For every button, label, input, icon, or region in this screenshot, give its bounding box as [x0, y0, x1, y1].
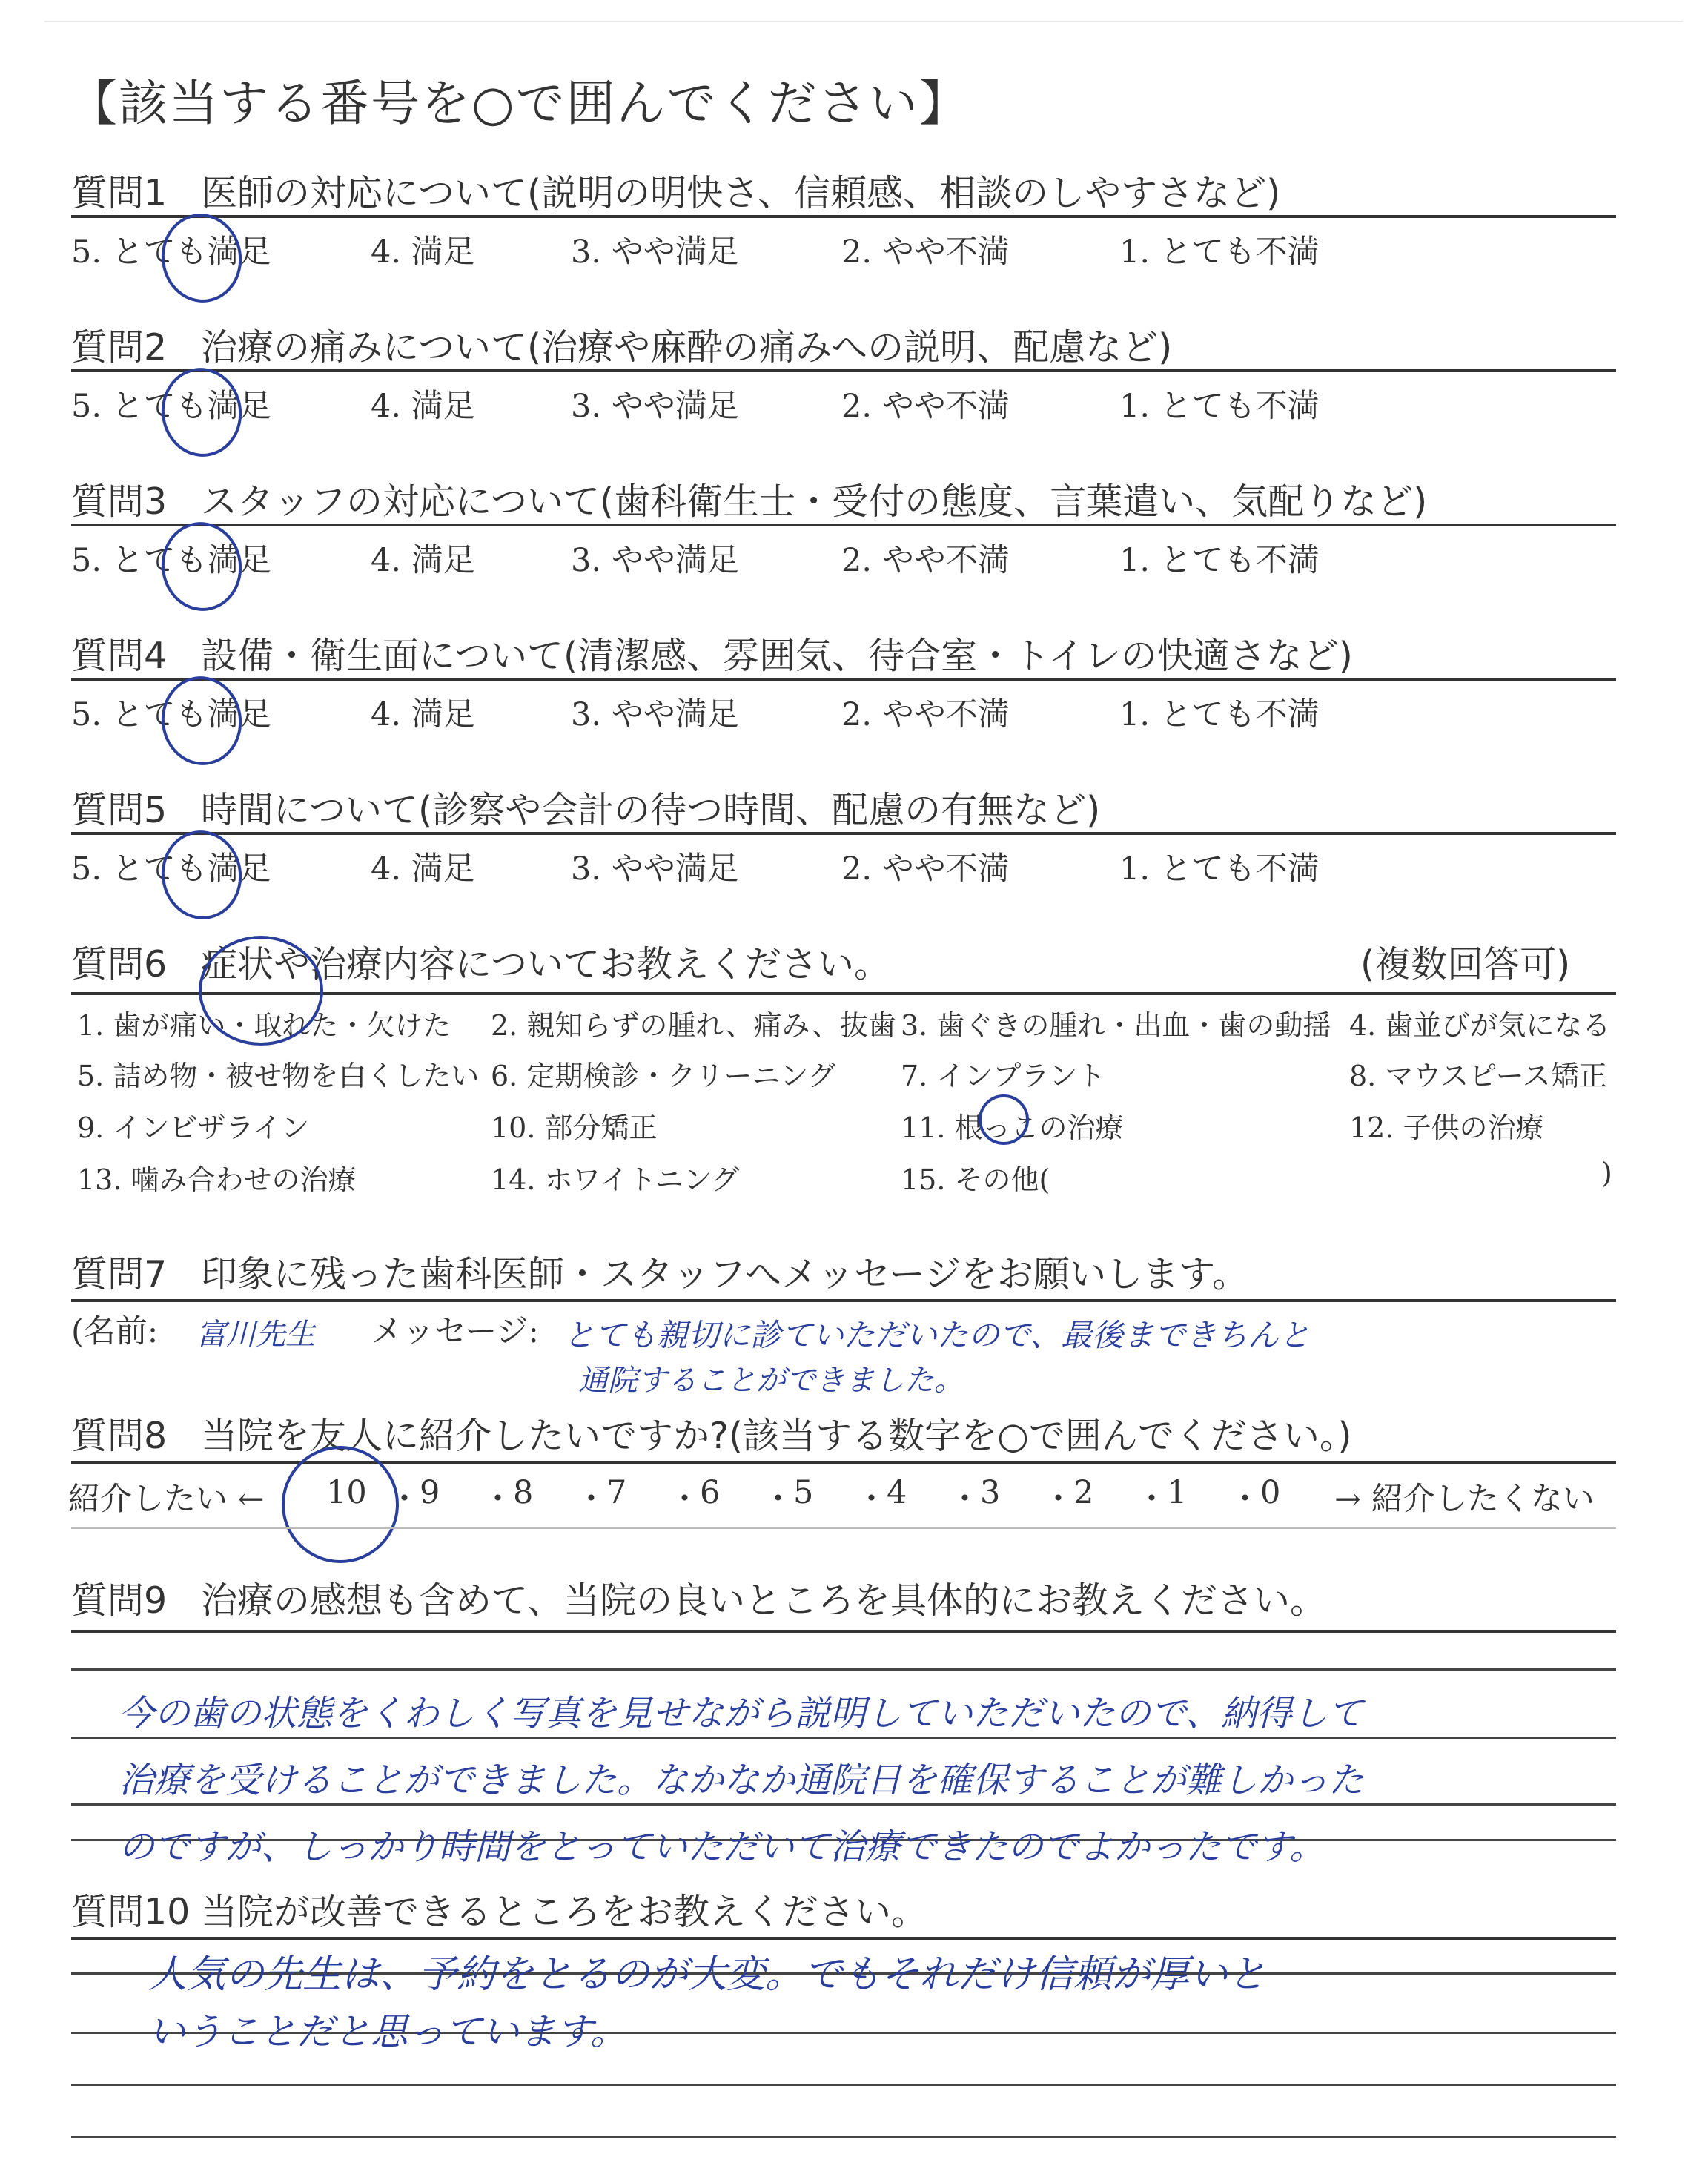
q7-rule — [71, 1299, 1616, 1302]
q2-option-1[interactable]: 1. とても不満 — [1119, 388, 1320, 425]
q5-option-4[interactable]: 4. 満足 — [371, 851, 475, 888]
q1-rule — [71, 215, 1616, 218]
q6-option-1[interactable]: 1. 歯が痛い・取れた・欠けた — [77, 1009, 451, 1042]
q1-option-3[interactable]: 3. やや満足 — [571, 234, 739, 271]
q6-option-14[interactable]: 14. ホワイトニング — [491, 1163, 740, 1196]
q8-separator: ・ — [669, 1481, 701, 1518]
q3-option-1[interactable]: 1. とても不満 — [1119, 542, 1320, 579]
q1-selection-circle — [156, 208, 248, 308]
q8-scale-5[interactable]: 5 — [793, 1474, 814, 1511]
q6-number: 質問6 — [71, 943, 168, 985]
q6-option-15[interactable]: 15. その他( — [901, 1163, 1050, 1196]
q9-answer-line3: のですが、しっかり時間をとっていただいて治療できたのでよかったです。 — [119, 1826, 1325, 1868]
q6-other-close-paren: ) — [1601, 1157, 1612, 1189]
q8-scale-8[interactable]: 8 — [513, 1474, 534, 1511]
q1-heading — [71, 165, 1280, 217]
q6-option-12[interactable]: 12. 子供の治療 — [1349, 1112, 1544, 1144]
q2-rule — [71, 369, 1616, 372]
q2-selection-circle — [156, 363, 248, 462]
q8-scale-1[interactable]: 1 — [1167, 1474, 1188, 1511]
q4-option-3[interactable]: 3. やや満足 — [571, 696, 739, 733]
q9-line — [71, 1803, 1616, 1806]
q6-heading — [71, 936, 890, 988]
q10-answer-line1: 人気の先生は、予約をとるのが大変。でもそれだけ信頼が厚いと — [148, 1952, 1267, 1997]
q8-separator: ・ — [1042, 1481, 1074, 1518]
q6-option-13[interactable]: 13. 噛み合わせの治療 — [77, 1163, 357, 1196]
q6-option-6[interactable]: 6. 定期検診・クリーニング — [491, 1060, 836, 1092]
q8-scale-6[interactable]: 6 — [700, 1474, 721, 1511]
q5-option-3[interactable]: 3. やや満足 — [571, 851, 739, 888]
q10-text: 当院が改善できるところをお教えください。 — [201, 1891, 928, 1933]
q8-separator: ・ — [388, 1481, 420, 1518]
q8-separator: ・ — [762, 1481, 794, 1518]
q3-option-4[interactable]: 4. 満足 — [371, 542, 475, 579]
q1-text: 医師の対応について(説明の明快さ、信頼感、相談のしやすさなど) — [201, 172, 1281, 214]
q5-rule — [71, 832, 1616, 835]
q10-heading — [71, 1883, 927, 1935]
q1-option-1[interactable]: 1. とても不満 — [1119, 234, 1320, 271]
q8-separator: ・ — [1229, 1481, 1261, 1518]
q2-text: 治療の痛みについて(治療や麻酔の痛みへの説明、配慮など) — [201, 326, 1173, 369]
q10-answer-line2: いうことだと思っています。 — [148, 2010, 627, 2053]
q5-option-1[interactable]: 1. とても不満 — [1119, 851, 1320, 888]
q8-scale-2[interactable]: 2 — [1073, 1474, 1094, 1511]
q6-option-3[interactable]: 3. 歯ぐきの腫れ・出血・歯の動揺 — [901, 1009, 1331, 1042]
q10-line — [71, 2136, 1616, 2138]
q4-heading — [71, 627, 1353, 679]
q8-right-label: → 紹介したくない — [1334, 1481, 1595, 1518]
q3-rule — [71, 524, 1616, 526]
q2-option-3[interactable]: 3. やや満足 — [571, 388, 739, 425]
q4-text: 設備・衛生面について(清潔感、雰囲気、待合室・トイレの快適さなど) — [201, 635, 1353, 677]
q10-line — [71, 2084, 1616, 2086]
q9-text: 治療の感想も含めて、当院の良いところを具体的にお教えください。 — [201, 1579, 1327, 1622]
q7-text: 印象に残った歯科医師・スタッフへメッセージをお願いします。 — [201, 1253, 1249, 1295]
q5-selection-circle — [156, 825, 248, 925]
q7-name-value: 富川先生 — [196, 1318, 315, 1352]
q3-option-2[interactable]: 2. やや不満 — [841, 542, 1010, 579]
q4-option-4[interactable]: 4. 満足 — [371, 696, 475, 733]
q6-option-8[interactable]: 8. マウスピース矯正 — [1349, 1060, 1607, 1092]
q6-option-11[interactable]: 11. 根っこの治療 — [901, 1112, 1124, 1144]
q9-line — [71, 1737, 1616, 1739]
q2-option-4[interactable]: 4. 満足 — [371, 388, 475, 425]
q8-scale-7[interactable]: 7 — [606, 1474, 627, 1511]
q1-option-4[interactable]: 4. 満足 — [371, 234, 475, 271]
q6-option-10[interactable]: 10. 部分矯正 — [491, 1112, 658, 1144]
q8-separator: ・ — [855, 1481, 887, 1518]
q5-number: 質問5 — [71, 789, 168, 831]
q9-line — [71, 1668, 1616, 1671]
q6-option-7[interactable]: 7. インプラント — [901, 1060, 1106, 1092]
q4-selection-circle — [156, 671, 248, 770]
q3-option-5[interactable]: 5. とても満足 — [71, 542, 271, 579]
q4-option-5[interactable]: 5. とても満足 — [71, 696, 271, 733]
q4-option-1[interactable]: 1. とても不満 — [1119, 696, 1320, 733]
q7-message-label: メッセージ: — [371, 1313, 539, 1350]
q3-text: スタッフの対応について(歯科衛生士・受付の態度、言葉遣い、気配りなど) — [201, 480, 1428, 523]
q1-option-5[interactable]: 5. とても満足 — [71, 234, 271, 271]
q2-option-5[interactable]: 5. とても満足 — [71, 388, 271, 425]
q3-heading — [71, 473, 1427, 525]
q8-separator: ・ — [1136, 1481, 1168, 1518]
q6-option-5[interactable]: 5. 詰め物・被せ物を白くしたい — [77, 1060, 480, 1092]
q1-option-2[interactable]: 2. やや不満 — [841, 234, 1010, 271]
q8-separator: ・ — [482, 1481, 514, 1518]
q8-text: 当院を友人に紹介したいですか?(該当する数字を○で囲んでください。) — [201, 1415, 1352, 1457]
q7-message-line2: 通院することができました。 — [578, 1364, 964, 1398]
q8-separator: ・ — [949, 1481, 981, 1518]
q5-text: 時間について(診察や会計の待つ時間、配慮の有無など) — [201, 789, 1101, 831]
scan-edge — [44, 21, 1683, 22]
q10-number: 質問10 — [71, 1891, 191, 1933]
q8-separator: ・ — [575, 1481, 607, 1518]
q6-option-9[interactable]: 9. インビザライン — [77, 1112, 310, 1144]
q8-scale-10[interactable]: 10 — [326, 1474, 367, 1511]
q3-number: 質問3 — [71, 480, 168, 523]
q6-option-2[interactable]: 2. 親知らずの腫れ、痛み、抜歯 — [491, 1009, 896, 1042]
q6-option-4[interactable]: 4. 歯並びが気になる — [1349, 1009, 1611, 1042]
page-title: 【該当する番号を○で囲んでください】 — [68, 75, 970, 132]
q8-left-label: 紹介したい ← — [68, 1481, 265, 1518]
q8-scale-3[interactable]: 3 — [980, 1474, 1001, 1511]
q6-selection-circle-1 — [199, 936, 323, 1046]
q4-number: 質問4 — [71, 635, 168, 677]
q7-message-line1: とても親切に診ていただいたので、最後まできちんと — [563, 1317, 1311, 1353]
q9-answer-line1: 今の歯の状態をくわしく写真を見せながら説明していただいたので、納得して — [119, 1693, 1364, 1734]
q7-number: 質問7 — [71, 1253, 168, 1295]
q6-multi-note: (複数回答可) — [1360, 943, 1571, 985]
q3-selection-circle — [156, 517, 248, 616]
q8-number: 質問8 — [71, 1415, 168, 1457]
q2-number: 質問2 — [71, 326, 168, 369]
q5-heading — [71, 782, 1100, 833]
q4-option-2[interactable]: 2. やや不満 — [841, 696, 1010, 733]
q9-rule — [71, 1630, 1616, 1633]
q8-heading — [71, 1407, 1352, 1459]
q8-selection-circle — [282, 1446, 399, 1563]
q9-answer-line2: 治療を受けることができました。なかなか通院日を確保することが難しかった — [119, 1760, 1365, 1801]
q8-bottom-rule — [71, 1527, 1616, 1529]
q4-rule — [71, 678, 1616, 681]
q8-scale-4[interactable]: 4 — [887, 1474, 907, 1511]
q2-option-2[interactable]: 2. やや不満 — [841, 388, 1010, 425]
q10-rule — [71, 1937, 1616, 1940]
q5-option-5[interactable]: 5. とても満足 — [71, 851, 271, 888]
q8-scale-0[interactable]: 0 — [1260, 1474, 1281, 1511]
q7-name-label: (名前: — [71, 1313, 159, 1350]
q3-option-3[interactable]: 3. やや満足 — [571, 542, 739, 579]
q7-heading — [71, 1246, 1248, 1298]
q9-heading — [71, 1572, 1326, 1624]
q2-heading — [71, 319, 1172, 371]
q1-number: 質問1 — [71, 172, 168, 214]
q6-selection-circle-11 — [979, 1094, 1029, 1145]
q5-option-2[interactable]: 2. やや不満 — [841, 851, 1010, 888]
q6-text: 症状や治療内容についてお教えください。 — [201, 943, 891, 985]
q9-number: 質問9 — [71, 1579, 168, 1622]
q8-scale-9[interactable]: 9 — [420, 1474, 440, 1511]
